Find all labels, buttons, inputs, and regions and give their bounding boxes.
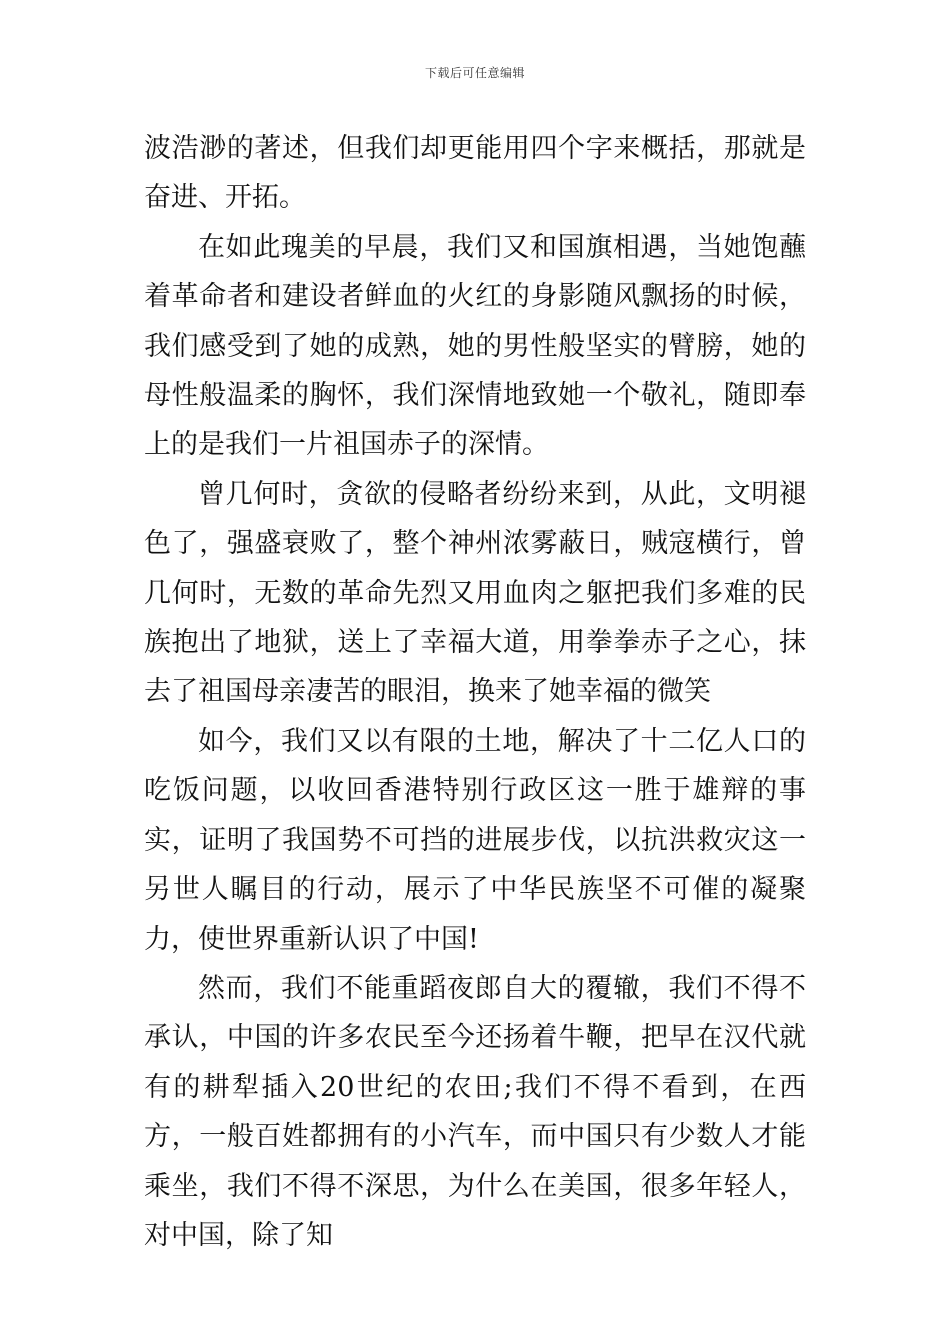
- paragraph-4: 如今，我们又以有限的土地，解决了十二亿人口的吃饭问题，以收回香港特别行政区这一胜于雄辩的事实，证明了我国势不可挡的进展步伐，以抗洪救灾这一另世人瞩目的行动，展示了中华民族坚不可催的凝聚力，使世界重新认识了中国!: [144, 725, 806, 955]
- paragraph-1: 波浩渺的著述，但我们却更能用四个字来概括，那就是奋进、开拓。: [144, 133, 806, 214]
- page-header: 下载后可任意编辑: [424, 66, 525, 80]
- paragraph-2: 在如此瑰美的早晨，我们又和国旗相遇，当她饱蘸着革命者和建设者鲜血的火红的身影随风飘扬的时候，我们感受到了她的成熟，她的男性般坚实的臂膀，她的母性般温柔的胸怀，我们深情地致她一个敬礼，随即奉上的是我们一片祖国赤子的深情。: [144, 231, 806, 461]
- paragraph-3: 曾几何时，贪欲的侵略者纷纷来到，从此，文明褪色了，强盛衰败了，整个神州浓雾蔽日，贼寇横行，曾几何时，无数的革命先烈又用血肉之躯把我们多难的民族抱出了地狱，送上了幸福大道，用拳拳赤子之心，抹去了祖国母亲凄苦的眼泪，换来了她幸福的微笑: [144, 478, 806, 708]
- document-body: [144, 124, 806, 1260]
- paragraph-5: 然而，我们不能重蹈夜郎自大的覆辙，我们不得不承认，中国的许多农民至今还扬着牛鞭，把早在汉代就有的耕犁插入20世纪的农田;我们不得不看到，在西方，一般百姓都拥有的小汽车，而中国只有少数人才能乘坐，我们不得不深思，为什么在美国，很多年轻人，对中国，除了知: [144, 972, 806, 1251]
